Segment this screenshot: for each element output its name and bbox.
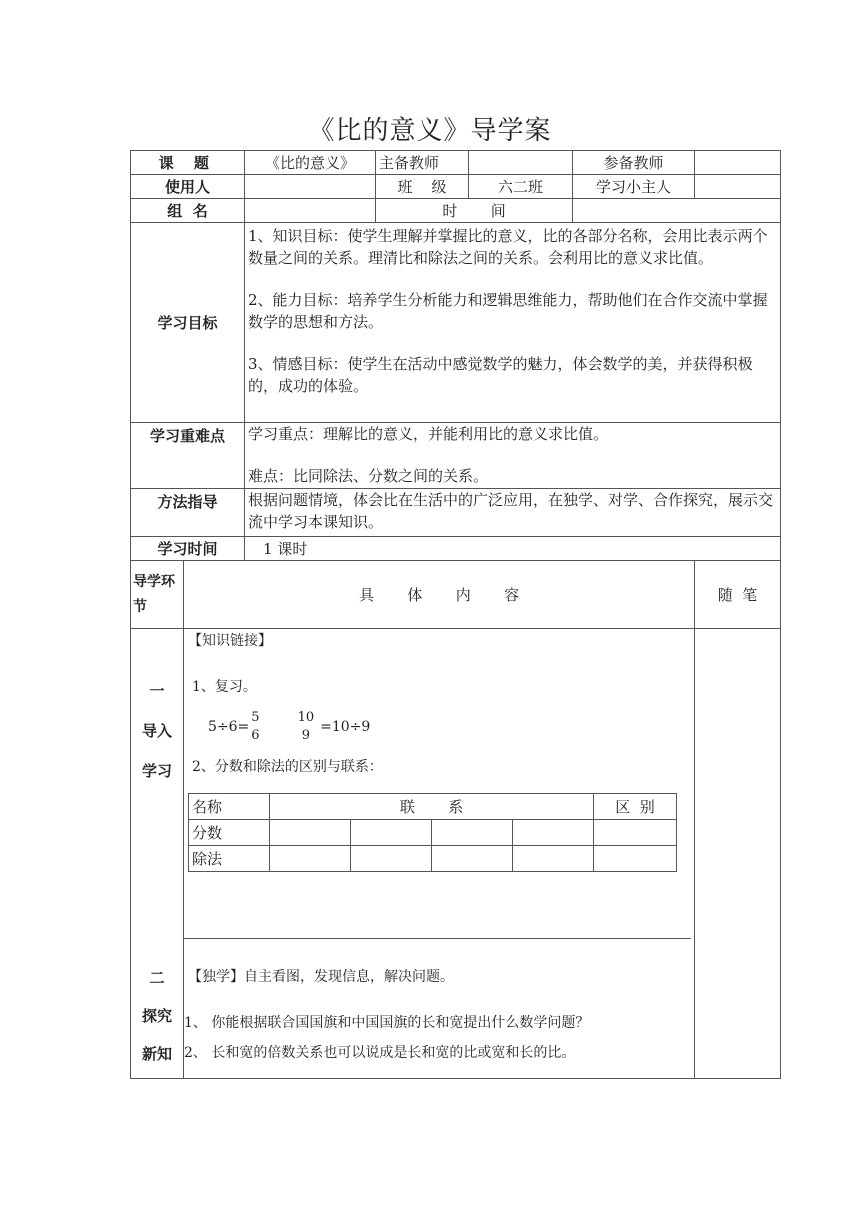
eq2-denominator: 9 (301, 728, 310, 743)
keypoints-content (245, 423, 781, 489)
objectives-label: 学习目标 (131, 223, 245, 423)
explore-question-1: 1、 你能根据联合国国旗和中国国旗的长和宽提出什么数学问题？ (184, 1015, 590, 1031)
section-1-content (184, 629, 691, 939)
equation-line (188, 705, 691, 749)
eq1-denominator: 6 (251, 728, 260, 743)
eq2-right: =10÷9 (320, 719, 371, 735)
cell-input[interactable] (513, 846, 594, 872)
user-value (245, 175, 376, 199)
leader-value (695, 175, 781, 199)
group-label: 组 名 (131, 199, 245, 223)
phase-1-name-a: 导入 (141, 722, 172, 740)
independent-study-line (184, 965, 694, 989)
time-value (573, 199, 781, 223)
table-row (189, 820, 677, 846)
fraction-5-6 (251, 709, 259, 745)
objective-knowledge: 1、知识目标：使学生理解并掌握比的意义，比的各部分名称，会用比表示两个数量之间的关系。理清比和除法之间的关系。会利用比的意义求比值。 (248, 227, 768, 267)
independent-study-text: 自主看图，发现信息，解决问题。 (244, 969, 454, 985)
cell-input[interactable] (351, 820, 432, 846)
row-label-fraction: 分数 (189, 820, 270, 846)
cell-input[interactable] (432, 846, 513, 872)
study-time-label: 学习时间 (131, 537, 245, 561)
assist-teacher-label: 参备教师 (573, 151, 695, 175)
topic-label: 课 题 (131, 151, 245, 175)
compare-header-name: 名称 (189, 794, 270, 820)
time-label: 时 间 (376, 199, 573, 223)
eq1-left: 5÷6= (208, 719, 250, 735)
method-text: 根据问题情境，体会比在生活中的广泛应用，在独学、对学、合作探究，展示交流中学习本课知识。 (245, 489, 781, 537)
notes-column (695, 629, 781, 1079)
objective-emotion: 3、情感目标：使学生在活动中感觉数学的魅力，体会数学的美，并获得积极的，成功的体验。 (248, 355, 753, 395)
phase-header-text: 导学环节 (133, 573, 175, 615)
keypoints-label: 学习重难点 (131, 423, 245, 489)
topic-value: 《比的意义》 (245, 151, 376, 175)
cell-input[interactable] (594, 846, 677, 872)
cell-input[interactable] (513, 820, 594, 846)
main-teacher-value (469, 151, 573, 175)
objective-ability: 2、能力目标：培养学生分析能力和逻辑思维能力，帮助他们在合作交流中掌握数学的思想和方法。 (248, 291, 768, 331)
compare-header-link: 联 系 (270, 794, 594, 820)
phase-header (131, 561, 184, 629)
lesson-plan-table (130, 150, 781, 1079)
cell-input[interactable] (270, 846, 351, 872)
phase-2 (131, 959, 183, 1073)
table-row (189, 846, 677, 872)
cell-input[interactable] (270, 820, 351, 846)
phase-2-num: 二 (149, 969, 165, 987)
independent-study-heading: 【独学】 (188, 969, 244, 985)
content-header: 具 体 内 容 (184, 561, 695, 629)
phase-2-name-b: 新知 (141, 1045, 172, 1063)
knowledge-link-heading: 【知识链接】 (188, 633, 272, 649)
cell-input[interactable] (594, 820, 677, 846)
phase-1-num: 一 (149, 682, 165, 700)
group-value (245, 199, 376, 223)
eq1-numerator: 5 (251, 710, 260, 725)
keypoint-difficulty: 难点：比同除法、分数之间的关系。 (248, 467, 489, 485)
keypoint-focus: 学习重点：理解比的意义，并能利用比的意义求比值。 (248, 425, 609, 443)
cell-input[interactable] (351, 846, 432, 872)
user-label: 使用人 (131, 175, 245, 199)
objectives-content (245, 223, 781, 423)
fraction-10-9 (298, 709, 315, 745)
page-title: 《比的意义》导学案 (308, 116, 552, 146)
class-label: 班 级 (376, 175, 469, 199)
phase-1 (131, 671, 183, 791)
leader-label: 学习小主人 (573, 175, 695, 199)
row-label-division: 除法 (189, 846, 270, 872)
main-teacher-label: 主备教师 (376, 151, 469, 175)
review-line: 1、复习。 (192, 679, 257, 695)
phase-1-name-b: 学习 (141, 762, 172, 780)
notes-header: 随 笔 (695, 561, 781, 629)
assist-teacher-value (695, 151, 781, 175)
compare-header-diff: 区 别 (594, 794, 677, 820)
explore-question-2: 2、 长和宽的倍数关系也可以说成是长和宽的比或宽和长的比。 (184, 1045, 576, 1061)
content-column (184, 629, 695, 1079)
phase-2-name-a: 探究 (141, 1007, 172, 1025)
phase-column (131, 629, 184, 1079)
question-2: 2、分数和除法的区别与联系： (192, 759, 383, 775)
section-2-content (184, 939, 694, 1065)
class-value: 六二班 (469, 175, 573, 199)
method-label: 方法指导 (131, 489, 245, 537)
eq2-numerator: 10 (297, 710, 315, 725)
cell-input[interactable] (432, 820, 513, 846)
compare-table (188, 793, 677, 872)
study-time-value: 1 课时 (245, 537, 781, 561)
